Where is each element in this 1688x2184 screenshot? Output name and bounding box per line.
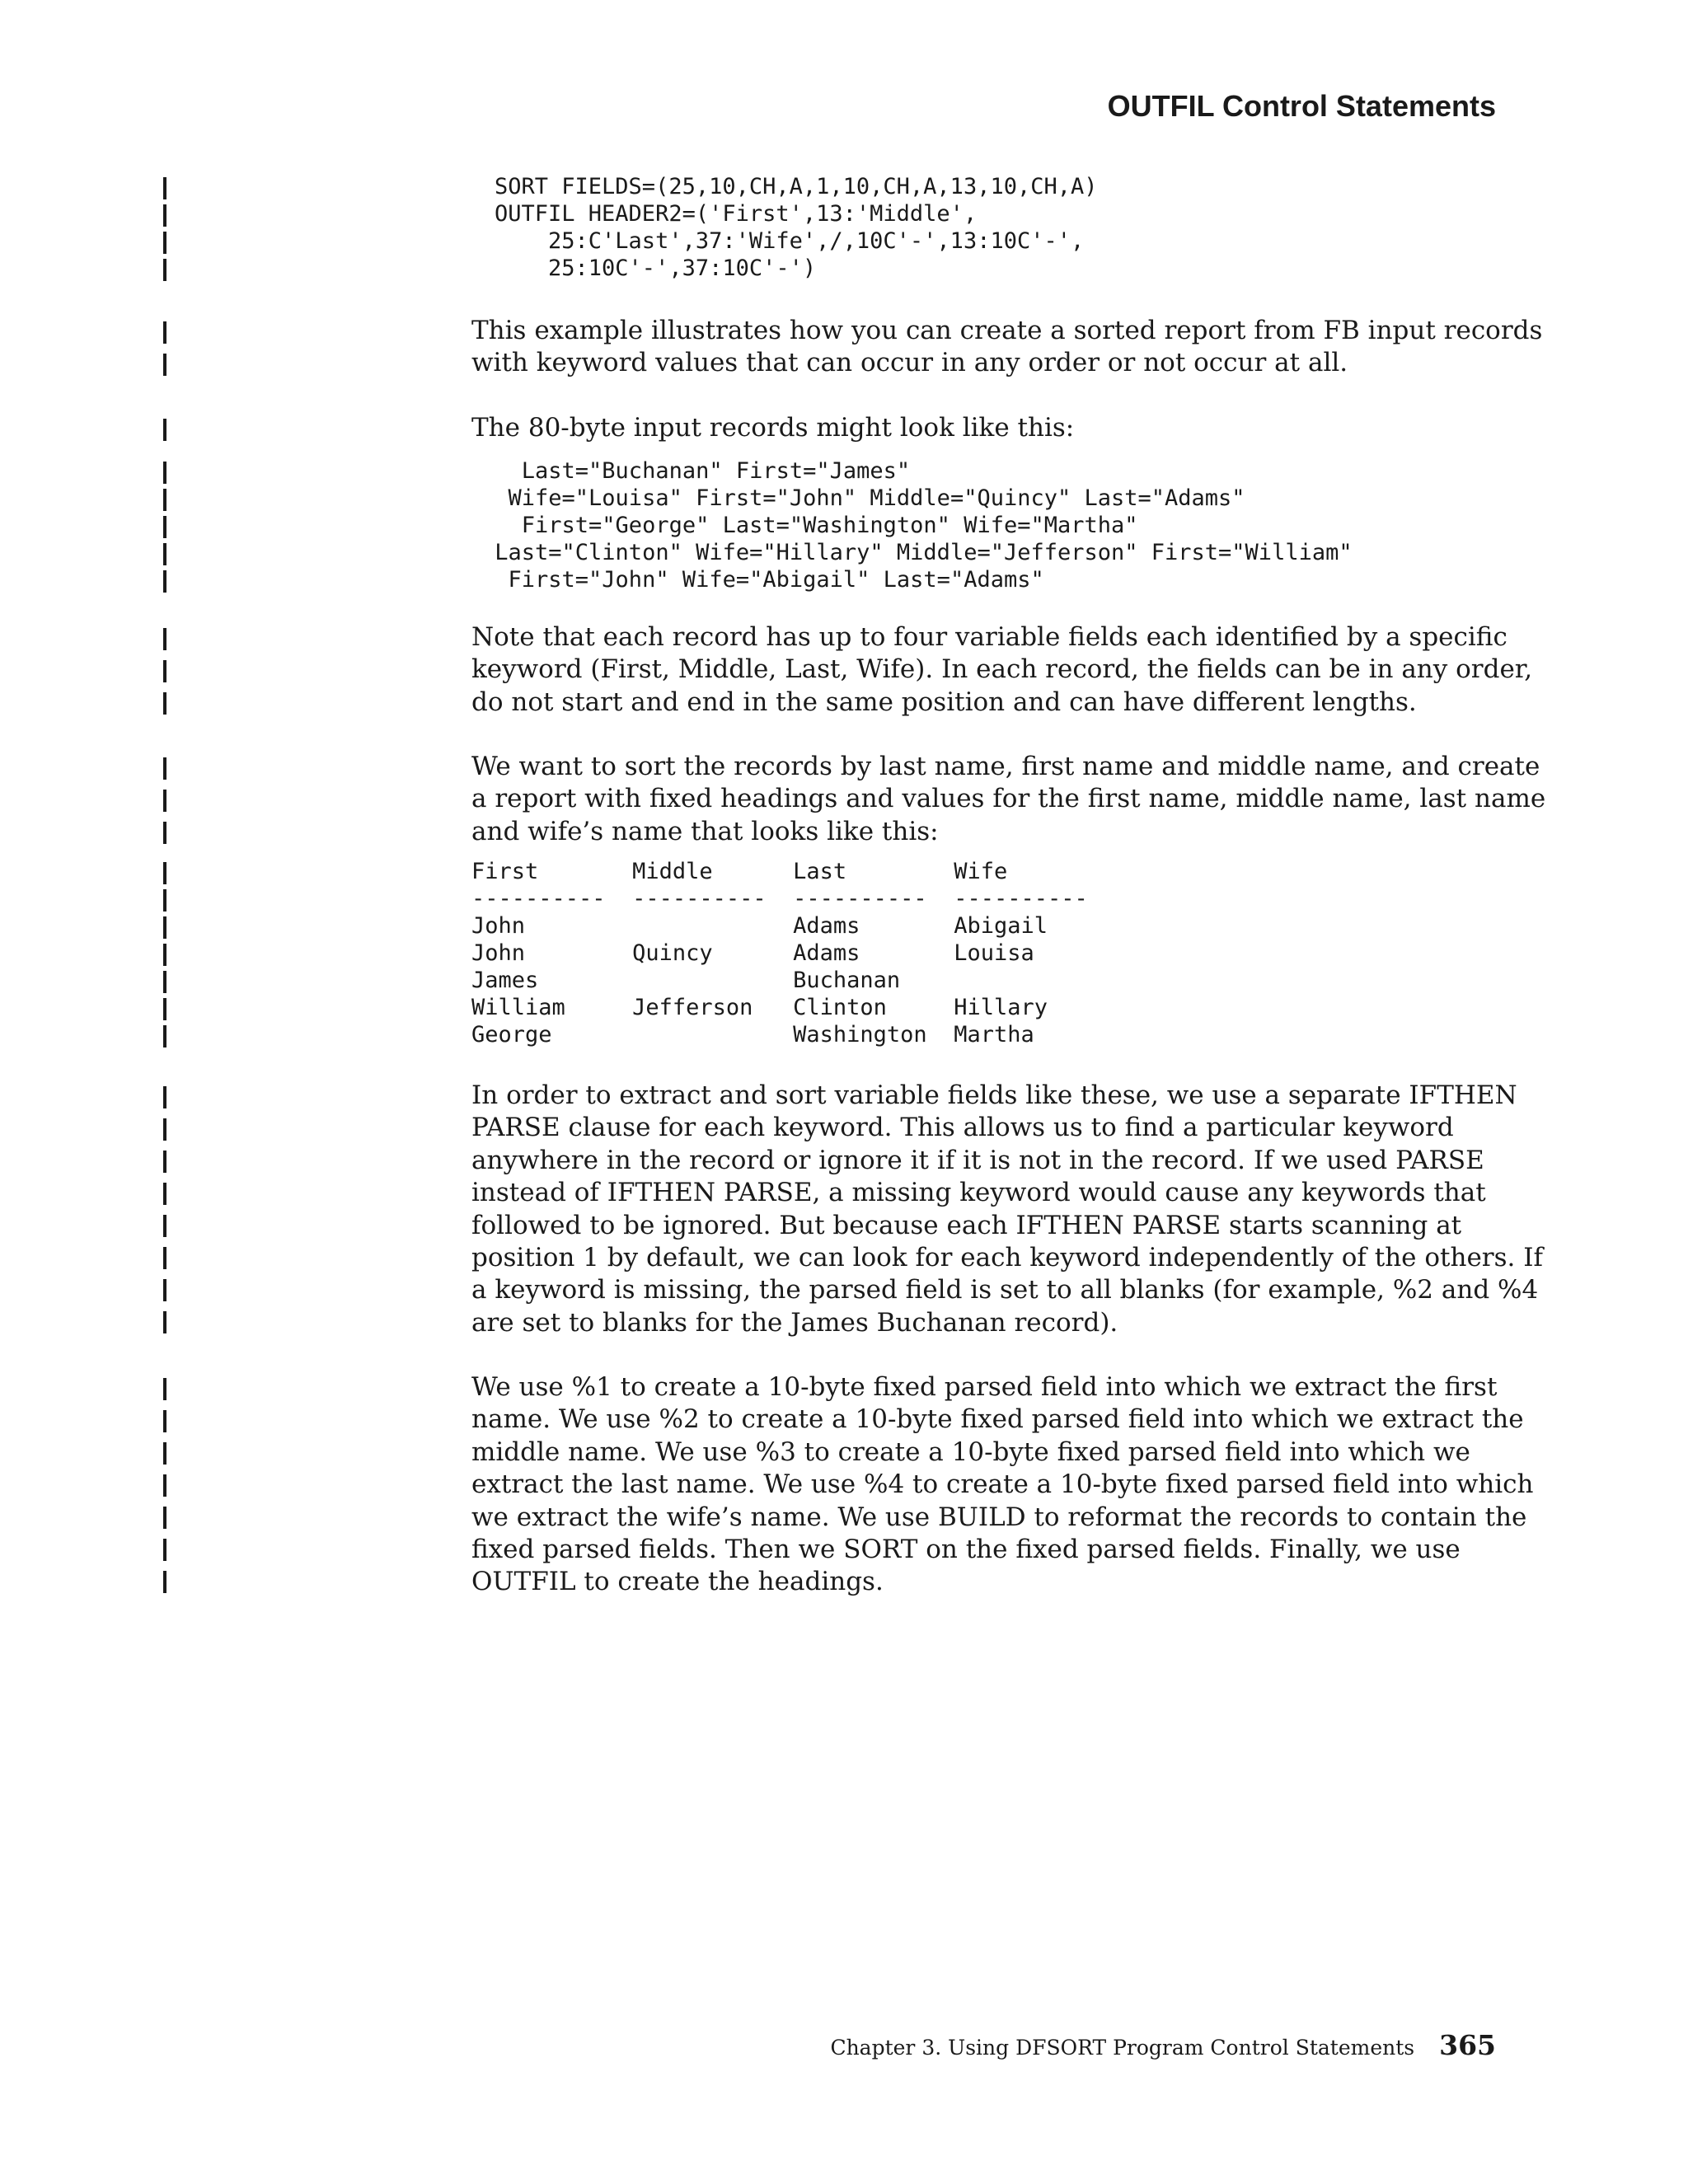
text-line: a report with fixed headings and values for the first name, middle name, last name [471,784,1546,814]
code-line: William Jefferson Clinton Hillary [471,995,1048,1020]
change-bar [163,489,166,511]
text-line: anywhere in the record or ignore it if it is not in the record. If we used PARSE [471,1145,1484,1175]
change-bar [163,1507,166,1529]
paragraph-ifthen-parse [471,1080,1543,1339]
change-bar [163,1442,166,1465]
change-bar [163,822,166,844]
text-line: name. We use %2 to create a 10-byte fixed parsed field into which we extract the [471,1404,1524,1435]
text-line: instead of IFTHEN PARSE, a missing keyword would cause any keywords that [471,1178,1486,1208]
change-bar [163,1539,166,1561]
report-output-code [471,858,1088,1048]
change-bar [163,1571,166,1593]
paragraph-sort-goal [471,751,1546,848]
change-bar [163,570,166,593]
text-line: This example illustrates how you can create a sorted report from FB input records [471,316,1543,345]
text-line: position 1 by default, we can look for each keyword independently of the others. If [471,1243,1543,1273]
change-bar [163,628,166,650]
code-line: George Washington Martha [471,1022,1034,1047]
change-bar [163,1086,166,1108]
text-line: The 80-byte input records might look like this: [471,413,1075,443]
page-number: 365 [1439,2029,1496,2061]
page-footer [830,2029,1496,2061]
text-line: are set to blanks for the James Buchanan record). [471,1307,1118,1338]
change-bar [163,790,166,812]
text-line: followed to be ignored. But because each IFTHEN PARSE starts scanning at [471,1210,1462,1240]
change-bar [163,1183,166,1205]
change-bar [163,1474,166,1497]
change-bar [163,419,166,441]
code-line: James Buchanan [471,968,901,993]
paragraph-parsed-fields [471,1371,1534,1599]
change-bar [163,1311,166,1333]
code-line: First="John" Wife="Abigail" Last="Adams" [481,567,1044,593]
text-line: We want to sort the records by last name, first name and middle name, and create [471,752,1540,781]
text-line: and wife’s name that looks like this: [471,816,939,846]
change-bar [163,543,166,565]
change-bar [163,692,166,715]
text-line: a keyword is missing, the parsed field is set to all blanks (for example, %2 and %4 [471,1275,1539,1305]
change-bar [163,998,166,1020]
change-bar [163,1247,166,1269]
change-bar [163,1378,166,1400]
code-line: OUTFIL HEADER2=('First',13:'Middle', [495,201,978,227]
text-line: fixed parsed fields. Then we SORT on the fixed parsed fields. Finally, we use [471,1535,1461,1565]
paragraph-input-intro [471,412,1498,444]
change-bar [163,1279,166,1301]
paragraph-intro [471,315,1543,380]
change-bar [163,1410,166,1432]
change-bar [163,889,166,912]
input-records-code [481,457,1353,593]
code-line: John Adams Abigail [471,913,1048,939]
change-bar [163,1215,166,1237]
running-header-title: OUTFIL Control Statements [1107,89,1496,123]
change-bar [163,354,166,376]
text-line: keyword (First, Middle, Last, Wife). In each record, the fields can be in any order, [471,654,1533,685]
change-bar [163,1118,166,1141]
text-line: Note that each record has up to four variable fields each identified by a specific [471,622,1507,652]
code-line: First="George" Last="Washington" Wife="Martha" [481,513,1138,538]
text-line: do not start and end in the same position and can have different lengths. [471,687,1417,717]
code-line: Wife="Louisa" First="John" Middle="Quincy" Last="Adams" [481,485,1245,511]
paragraph-variable-fields [471,621,1533,719]
change-bar [163,177,166,199]
code-line: 25:10C'-',37:10C'-') [495,255,817,281]
text-line: with keyword values that can occur in any order or not occur at all. [471,348,1348,378]
code-line: Last="Clinton" Wife="Hillary" Middle="Jefferson" First="William" [481,540,1353,565]
change-bar [163,462,166,484]
change-bar [163,1025,166,1047]
code-line: John Quincy Adams Louisa [471,940,1034,966]
change-bar [163,660,166,682]
change-bar [163,259,166,281]
text-line: extract the last name. We use %4 to create a 10-byte fixed parsed field into which [471,1469,1534,1500]
text-line: middle name. We use %3 to create a 10-byte fixed parsed field into which we [471,1436,1470,1467]
text-line: We use %1 to create a 10-byte fixed parsed field into which we extract the first [471,1372,1498,1402]
code-line: Last="Buchanan" First="James" [481,458,911,484]
change-bar [163,321,166,344]
change-bar [163,757,166,780]
code-line: ---------- ---------- ---------- ---------- [471,886,1088,912]
change-bar [163,862,166,884]
code-line: 25:C'Last',37:'Wife',/,10C'-',13:10C'-', [495,228,1085,254]
change-bar [163,516,166,538]
footer-chapter-title: Chapter 3. Using DFSORT Program Control Statements [830,2036,1415,2060]
change-bar [163,232,166,254]
change-bar [163,944,166,966]
change-bar [163,971,166,993]
change-bar [163,1151,166,1173]
text-line: we extract the wife’s name. We use BUILD to reformat the records to contain the [471,1502,1527,1532]
sort-outfil-code [495,173,1098,282]
text-line: In order to extract and sort variable fields like these, we use a separate IFTHEN [471,1080,1517,1110]
change-bar [163,916,166,939]
text-line: OUTFIL to create the headings. [471,1567,884,1597]
text-line: PARSE clause for each keyword. This allows us to find a particular keyword [471,1113,1454,1143]
code-line: SORT FIELDS=(25,10,CH,A,1,10,CH,A,13,10,CH,A) [495,174,1098,199]
code-line: First Middle Last Wife [471,859,1008,884]
change-bar [163,204,166,227]
